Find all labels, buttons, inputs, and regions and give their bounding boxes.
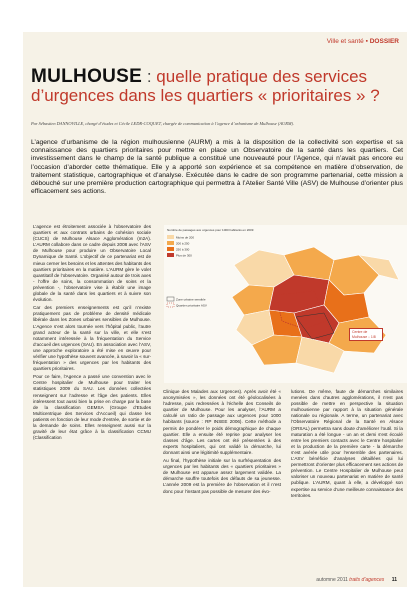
- callout-line: Centre de: [352, 330, 368, 334]
- legend-zone-label: Zone urbaine sensible: [176, 297, 206, 302]
- urgences-map: [164, 225, 407, 383]
- article-title: [31, 67, 401, 105]
- legend-title: Nombre de passages aux urgences pour 1000 habitants en 2009: [167, 228, 254, 232]
- legend-swatch: [167, 235, 174, 239]
- column-left: [33, 224, 151, 443]
- map-svg: [164, 225, 407, 383]
- byline: Par Sébastien DANNOVILLE, chargé d’études et Cécile LEDR-COQUET, chargée de communication à l’agence d’urbanisme de Mulhouse (AURM).: [31, 121, 295, 126]
- legend-label: 250 à 300: [176, 247, 190, 252]
- callout-line: Mulhouse ↓ 1/8: [352, 334, 376, 339]
- title-line2: d’urgences dans les quartiers « prioritaires » ?: [31, 86, 380, 105]
- paragraph: Clinique des Malades aux Urgences). Après avoir été « anonymisées », les données ont été géolocalisées à l’adresse, puis redressées à l’échelle des Conseils de quartier de Mulhouse. Pour les analyser, l’AURM a calculé un ratio de passage aux urgences pour 1000 habitants (source : RP INSEE 2006). Cette méthode a permis de pondérer le poids démographique de chaque quartier. Elle a ensuite été reprise pour analyser les classes d’âge. Les cartes ont été présentées à des experts hospitaliers, qui ont validé la démarche, lui donnant ainsi une légitimité supplémentaire.: [163, 389, 281, 455]
- section-label: Ville et santé: [326, 38, 364, 45]
- legend-swatch: [167, 241, 174, 245]
- footer-season: automne 2011: [316, 577, 348, 583]
- paragraph: Pour ce faire, l’Agence a passé une convention avec le Centre hospitalier de Mulhouse pour traiter les statistiques 2009 du SAU. Les données collectées renseignent sur l’adresse et l’âge des patients. Elles intéressent tout aussi bien la prise en charge par la base de la classification GEMSA (Groupe d’Etudes Multicentrique des Services d’Accueil) qui classe les patients en fonction de leur mode d’entrée, de sortie et de la demande de soins. Elles renseignent aussi sur la gravité de leur état grâce à la classification CCMU (Classification: [33, 374, 151, 441]
- lead-paragraph: L’agence d’urbanisme de la région mulhousienne (AURM) a mis à la disposition de la collectivité son expertise et sa connaissance des quartiers prioritaires pour mettre en place un Observatoire de la santé dans les quartiers. Cet investissement dans le champ de la santé publique a constitué une nouveauté pour l’Agence, qui n’avait pas encore eu l’occasion d’aborder cette thématique. Elle y a apporté son expérience et sa compétence en matière d’observation, de traitement statistique, cartographique et d’analyse. Exécutée dans le cadre de son programme partenarial, cette mission a débouché sur une première production cartographique qui permettra à l’Atelier Santé Ville (ASV) de Mulhouse d’orienter plus efficacement ses actions.: [31, 139, 403, 196]
- column-middle: [163, 389, 281, 497]
- column-right: [291, 389, 403, 501]
- legend-zone-label: Quartier prioritaire ASV: [176, 303, 207, 308]
- map-callout: [349, 328, 383, 341]
- title-city: MULHOUSE: [31, 66, 143, 87]
- paragraph: L’agence est étroitement associée à l’observatoire des quartiers et aux contrats urbains de cohésion sociale (CUCS) de Mulhouse Alsace Agglomération (m2A). L’AURM collabore dans ce cadre depuis 2008 avec l’ASV de Mulhouse pour produire un Observatoire Local Dynamique de Santé. L’objectif de ce partenariat est de mieux cerner les besoins et les attentes des habitants des quartiers prioritaires en la matière. L’AURM gère le volet quantitatif de l’observatoire. Organisé autour de trois axes - l’offre de soins, la consommation de soins et la prévention -, l’observatoire vise à établir une image globale de la santé dans les quartiers et à suivre son évolution.: [33, 224, 151, 303]
- title-separator: :: [142, 67, 157, 86]
- paragraph: lutions. De même, faute de démarches similaires menées dans d’autres agglomérations, il n’est pas possible de mettre en perspective la situation mulhousienne par rapport à la situation générale nationale ou régionale. A terme, un partenariat avec l’Observatoire Régional de la Santé en Alsace (ORSAL) permettra sans doute d’améliorer l’outil. Si la maturation a été longue - un an et demi s’est écoulé entre les premiers contacts avec le Centre hospitalier et la production de la première carte - la démarche s’est avérée utile pour l’ensemble des partenaires. L’ASV bénéficie d’analyses détaillées qui lui permettront d’orienter plus efficacement ses actions de prévention. Le Centre Hospitalier de Mulhouse peut valoriser un nouveau partenariat en matière de santé publique. L’AURM, quant à elle, a développé son expertise au service d’une meilleure connaissance des territoires.: [291, 389, 403, 498]
- legend-swatch: [167, 253, 174, 257]
- section-rubric: Ville et santé ▪ DOSSIER: [326, 38, 399, 45]
- paragraph: Car des premiers enseignements est qu’il n’existe pratiquement pas de problème de densité médicale libérale dans les Zones urbaines sensibles de Mulhouse. L’Agence s’est alors tournée vers l’hôpital public, l’autre grand acteur de la santé sur la ville, et elle s’est notamment intéressée à la fréquentation du Service d’accueil des urgences (SAU). En association avec l’ASV, une approche exploratoire a été mise en œuvre pour vérifier une hypothèse souvent avancée, à savoir la « sur-fréquentation » des urgences par les habitants des quartiers prioritaires.: [33, 305, 151, 372]
- legend-label: 200 à 250: [176, 241, 190, 246]
- page-footer: [316, 577, 397, 583]
- title-line1: quelle pratique des services: [156, 67, 368, 86]
- footer-magazine: traits d’agences: [349, 577, 385, 583]
- page-number: 11: [391, 577, 397, 583]
- dossier-tag: DOSSIER: [369, 38, 399, 45]
- legend-label: Moins de 200: [176, 235, 195, 240]
- magazine-page: [23, 32, 407, 587]
- legend-swatch: [167, 247, 174, 251]
- paragraph: Au final, l’hypothèse initiale sur la surfréquentation des urgences par les habitants des « quartiers prioritaires » de Mulhouse est apparue assez largement validée. La démarche souffre toutefois des défauts de sa jeunesse. L’année 2009 est la première de l’observation et il n’est donc pour l’instant pas possible de mesurer des évo-: [163, 458, 281, 494]
- legend-label: Plus de 300: [176, 253, 192, 258]
